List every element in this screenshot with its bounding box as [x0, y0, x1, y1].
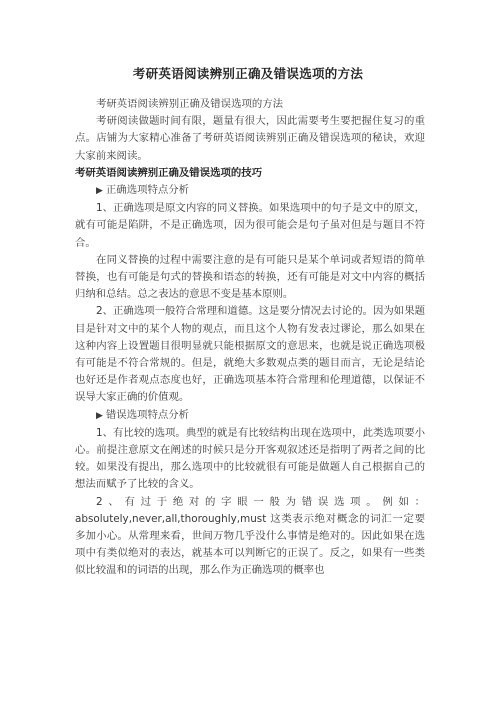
document-body	[75, 96, 425, 580]
document-title: 考研英语阅读辨别正确及错误选项的方法	[132, 66, 364, 81]
correct-paragraph-1: 1、正确选项是原文内容的同义替换。如果选项中的句子是文中的原文，就有可能是陷阱，不是正确选项，因为很可能会是句子虽对但是与题目不符合。	[75, 202, 425, 249]
right-triangle-icon: ▶	[96, 410, 103, 421]
section-heading: 考研英语阅读辨别正确及错误选项的技巧	[75, 166, 263, 179]
right-triangle-icon: ▶	[96, 186, 103, 197]
wrong-options-subheading	[75, 407, 425, 425]
correct-options-subheading-text: 正确选项特点分析	[105, 184, 190, 197]
intro-paragraph: 考研阅读做题时间有限，题量有很大，因此需要考生要把握住复习的重点。店铺为大家精心准备了考研英语阅读辨别正确及错误选项的秘诀，欢迎大家前来阅读。	[75, 115, 425, 162]
correct-paragraph-3: 2、正确选项一般符合常理和道德。这是要分情况去讨论的。因为如果题目是针对文中的某个人物的观点，而且这个人物有发表过谬论，那么如果在这种内容上设置题目很明显就只能根据原文的意思来，也就是说正确选项极有可能是不符合常规的。但是，就绝大多数观点类的题目而言，无论是结论也好还是作者观点态度也好，正确选项基本符合常理和伦理道德，以保证不误导大家正确的价值观。	[75, 305, 425, 404]
wrong-options-subheading-text: 错误选项特点分析	[105, 408, 190, 421]
wrong-paragraph-2: 2、有过于绝对的字眼一般为错误选项。例如：absolutely,never,all,thoroughly,must 这类表示绝对概念的词汇一定要多加小心。从常理来看，世间万物几乎没什么事情是绝对的。因此如果在选项中有类似绝对的表达，就基本可以判断它的正误了。反之，如果有一些类似比较温和的词语的出现，那么作为正确选项的概率也	[75, 495, 425, 577]
wrong-paragraph-1: 1、有比较的选项。典型的就是有比较结构出现在选项中，此类选项要小心。前提注意原文在阐述的时候只是分开客观叙述还是指明了两者之间的比较。如果没有提出，那么选项中的比较就很有可能是做题人自己根据自己的想法而赋予了比较的含义。	[75, 426, 425, 491]
correct-paragraph-2: 在同义替换的过程中需要注意的是有可能只是某个单词或者短语的简单替换，也有可能是句式的替换和语态的转换，还有可能是对文中内容的概括归纳和总结。总之表达的意思不变是基本原则。	[75, 253, 425, 301]
intro-line: 考研英语阅读辨别正确及错误选项的方法	[96, 98, 284, 110]
correct-options-subheading	[75, 182, 425, 200]
